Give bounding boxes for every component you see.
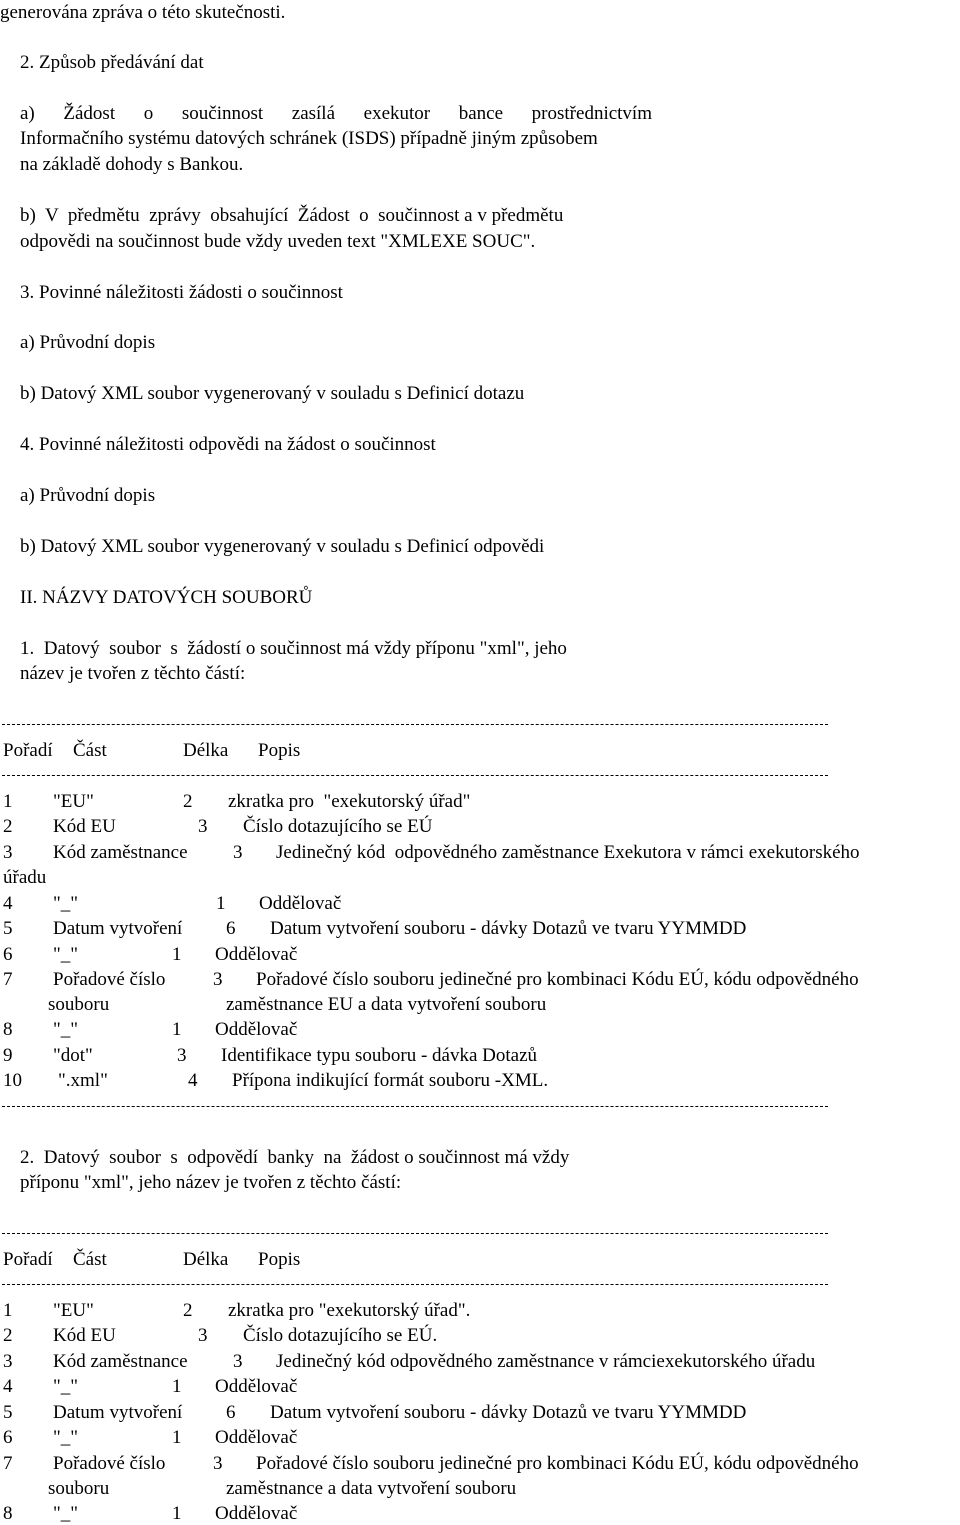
row-desc: Identifikace typu souboru - dávka Dotazů: [221, 1045, 538, 1066]
section-2-a-line: a) Žádost o součinnost zasílá exekutor bance prostřednictvím: [20, 103, 652, 124]
row-part: "_": [53, 1376, 79, 1397]
row-part: Kód zaměstnance: [53, 1351, 188, 1372]
chapter-ii-heading: II. NÁZVY DATOVÝCH SOUBORŮ: [20, 587, 313, 608]
row-desc: Přípona indikující formát souboru -XML.: [232, 1070, 549, 1091]
row-order: 4: [3, 1376, 13, 1397]
row-order: 3: [3, 842, 13, 863]
section-2-heading: 2. Způsob předávání dat: [20, 52, 204, 73]
row-length: 4: [188, 1070, 198, 1091]
row-order: 1: [3, 791, 13, 812]
row-desc: Oddělovač: [215, 1503, 298, 1524]
row-part: Kód EU: [53, 1325, 116, 1346]
row-order: 5: [3, 918, 13, 939]
row-length: 1: [172, 1019, 182, 1040]
row-desc: Datum vytvoření souboru - dávky Dotazů ve tvaru YYMMDD: [270, 1402, 747, 1423]
row-order: 6: [3, 944, 13, 965]
section-3-heading: 3. Povinné náležitosti žádosti o součinnost: [20, 282, 343, 303]
row-order: 2: [3, 1325, 13, 1346]
row-part: "EU": [53, 791, 94, 812]
row-desc: Oddělovač: [215, 1019, 298, 1040]
row-part: "_": [53, 944, 79, 965]
row-desc-wrap: úřadu: [3, 867, 47, 888]
section-2-a-line: na základě dohody s Bankou.: [20, 154, 244, 175]
row-length: 3: [198, 816, 208, 837]
row-length: 1: [172, 1503, 182, 1524]
row-part: "_": [53, 1503, 79, 1524]
row-desc: Jedinečný kód odpovědného zaměstnance Exekutora v rámci exekutorského: [276, 842, 860, 863]
file2-header-order: Pořadí: [3, 1249, 53, 1270]
file1-header-desc: Popis: [258, 740, 301, 761]
section-4-item-a: a) Průvodní dopis: [20, 485, 156, 506]
row-length: 1: [172, 1376, 182, 1397]
row-desc-wrap: zaměstnance EU a data vytvoření souboru: [226, 994, 547, 1015]
row-desc: zkratka pro "exekutorský úřad": [228, 791, 471, 812]
file1-header-part: Část: [73, 740, 107, 761]
file2-intro-line: 2. Datový soubor s odpovědí banky na žádost o součinnost má vždy: [20, 1147, 570, 1168]
section-3-item-a: a) Průvodní dopis: [20, 332, 156, 353]
file2-rule-header: [2, 1284, 828, 1285]
file2-header-desc: Popis: [258, 1249, 301, 1270]
file2-rule-top: [2, 1233, 828, 1234]
section-2-a-line: Informačního systému datových schránek (ISDS) případně jiným způsobem: [20, 128, 598, 149]
row-desc: Datum vytvoření souboru - dávky Dotazů ve tvaru YYMMDD: [270, 918, 747, 939]
row-desc: Pořadové číslo souboru jedinečné pro kombinaci Kódu EÚ, kódu odpovědného: [256, 1453, 859, 1474]
row-part: Kód EU: [53, 816, 116, 837]
file1-rule-top: [2, 724, 828, 725]
row-order: 8: [3, 1019, 13, 1040]
row-part: "EU": [53, 1300, 94, 1321]
file2-intro-line: příponu "xml", jeho název je tvořen z těchto částí:: [20, 1172, 402, 1193]
row-order: 2: [3, 816, 13, 837]
row-length: 6: [226, 918, 236, 939]
row-desc: Oddělovač: [215, 1376, 298, 1397]
row-desc: Jedinečný kód odpovědného zaměstnance v rámciexekutorského úřadu: [276, 1351, 816, 1372]
row-order: 4: [3, 893, 13, 914]
row-part: Datum vytvoření: [53, 918, 183, 939]
row-desc: Oddělovač: [259, 893, 342, 914]
row-length: 6: [226, 1402, 236, 1423]
section-3-item-b: b) Datový XML soubor vygenerovaný v souladu s Definicí dotazu: [20, 383, 525, 404]
file1-header-order: Pořadí: [3, 740, 53, 761]
row-part: ".xml": [58, 1070, 108, 1091]
row-length: 2: [183, 791, 193, 812]
row-desc: Oddělovač: [215, 1427, 298, 1448]
file1-intro-line: název je tvořen z těchto částí:: [20, 663, 246, 684]
row-desc: Číslo dotazujícího se EÚ: [243, 816, 433, 837]
row-order: 10: [3, 1070, 22, 1091]
row-length: 3: [233, 842, 243, 863]
row-part: Kód zaměstnance: [53, 842, 188, 863]
file2-header-part: Část: [73, 1249, 107, 1270]
row-length: 3: [213, 1453, 223, 1474]
row-order: 5: [3, 1402, 13, 1423]
section-2-b-line: b) V předmětu zprávy obsahující Žádost o součinnost a v předmětu: [20, 205, 564, 226]
row-part: "_": [53, 893, 79, 914]
file1-intro-line: 1. Datový soubor s žádostí o součinnost má vždy příponu "xml", jeho: [20, 638, 567, 659]
row-length: 2: [183, 1300, 193, 1321]
row-part: Pořadové číslo: [53, 969, 166, 990]
row-length: 1: [216, 893, 226, 914]
row-part: Pořadové číslo: [53, 1453, 166, 1474]
row-desc: Číslo dotazujícího se EÚ.: [243, 1325, 438, 1346]
row-desc: Oddělovač: [215, 944, 298, 965]
row-order: 8: [3, 1503, 13, 1524]
row-order: 9: [3, 1045, 13, 1066]
section-2-b-line: odpovědi na součinnost bude vždy uveden text "XMLEXE SOUC".: [20, 231, 536, 252]
row-length: 3: [213, 969, 223, 990]
file1-rule-bottom: [2, 1106, 828, 1107]
row-order: 1: [3, 1300, 13, 1321]
row-part: Datum vytvoření: [53, 1402, 183, 1423]
row-order: 3: [3, 1351, 13, 1372]
row-desc: zkratka pro "exekutorský úřad".: [228, 1300, 471, 1321]
file2-header-length: Délka: [183, 1249, 229, 1270]
row-part-wrap: souboru: [48, 1478, 110, 1499]
row-length: 1: [172, 944, 182, 965]
row-desc: Pořadové číslo souboru jedinečné pro kombinaci Kódu EÚ, kódu odpovědného: [256, 969, 859, 990]
section-4-heading: 4. Povinné náležitosti odpovědi na žádost o součinnost: [20, 434, 436, 455]
row-length: 3: [233, 1351, 243, 1372]
row-order: 6: [3, 1427, 13, 1448]
row-length: 1: [172, 1427, 182, 1448]
section-4-item-b: b) Datový XML soubor vygenerovaný v souladu s Definicí odpovědi: [20, 536, 545, 557]
row-length: 3: [177, 1045, 187, 1066]
row-part: "_": [53, 1427, 79, 1448]
file1-rule-header: [2, 775, 828, 776]
row-desc-wrap: zaměstnance a data vytvoření souboru: [226, 1478, 517, 1499]
intro-continuation: generována zpráva o této skutečnosti.: [0, 2, 286, 23]
row-order: 7: [3, 1453, 13, 1474]
row-part-wrap: souboru: [48, 994, 110, 1015]
row-order: 7: [3, 969, 13, 990]
file1-header-length: Délka: [183, 740, 229, 761]
row-length: 3: [198, 1325, 208, 1346]
row-part: "dot": [53, 1045, 93, 1066]
row-part: "_": [53, 1019, 79, 1040]
